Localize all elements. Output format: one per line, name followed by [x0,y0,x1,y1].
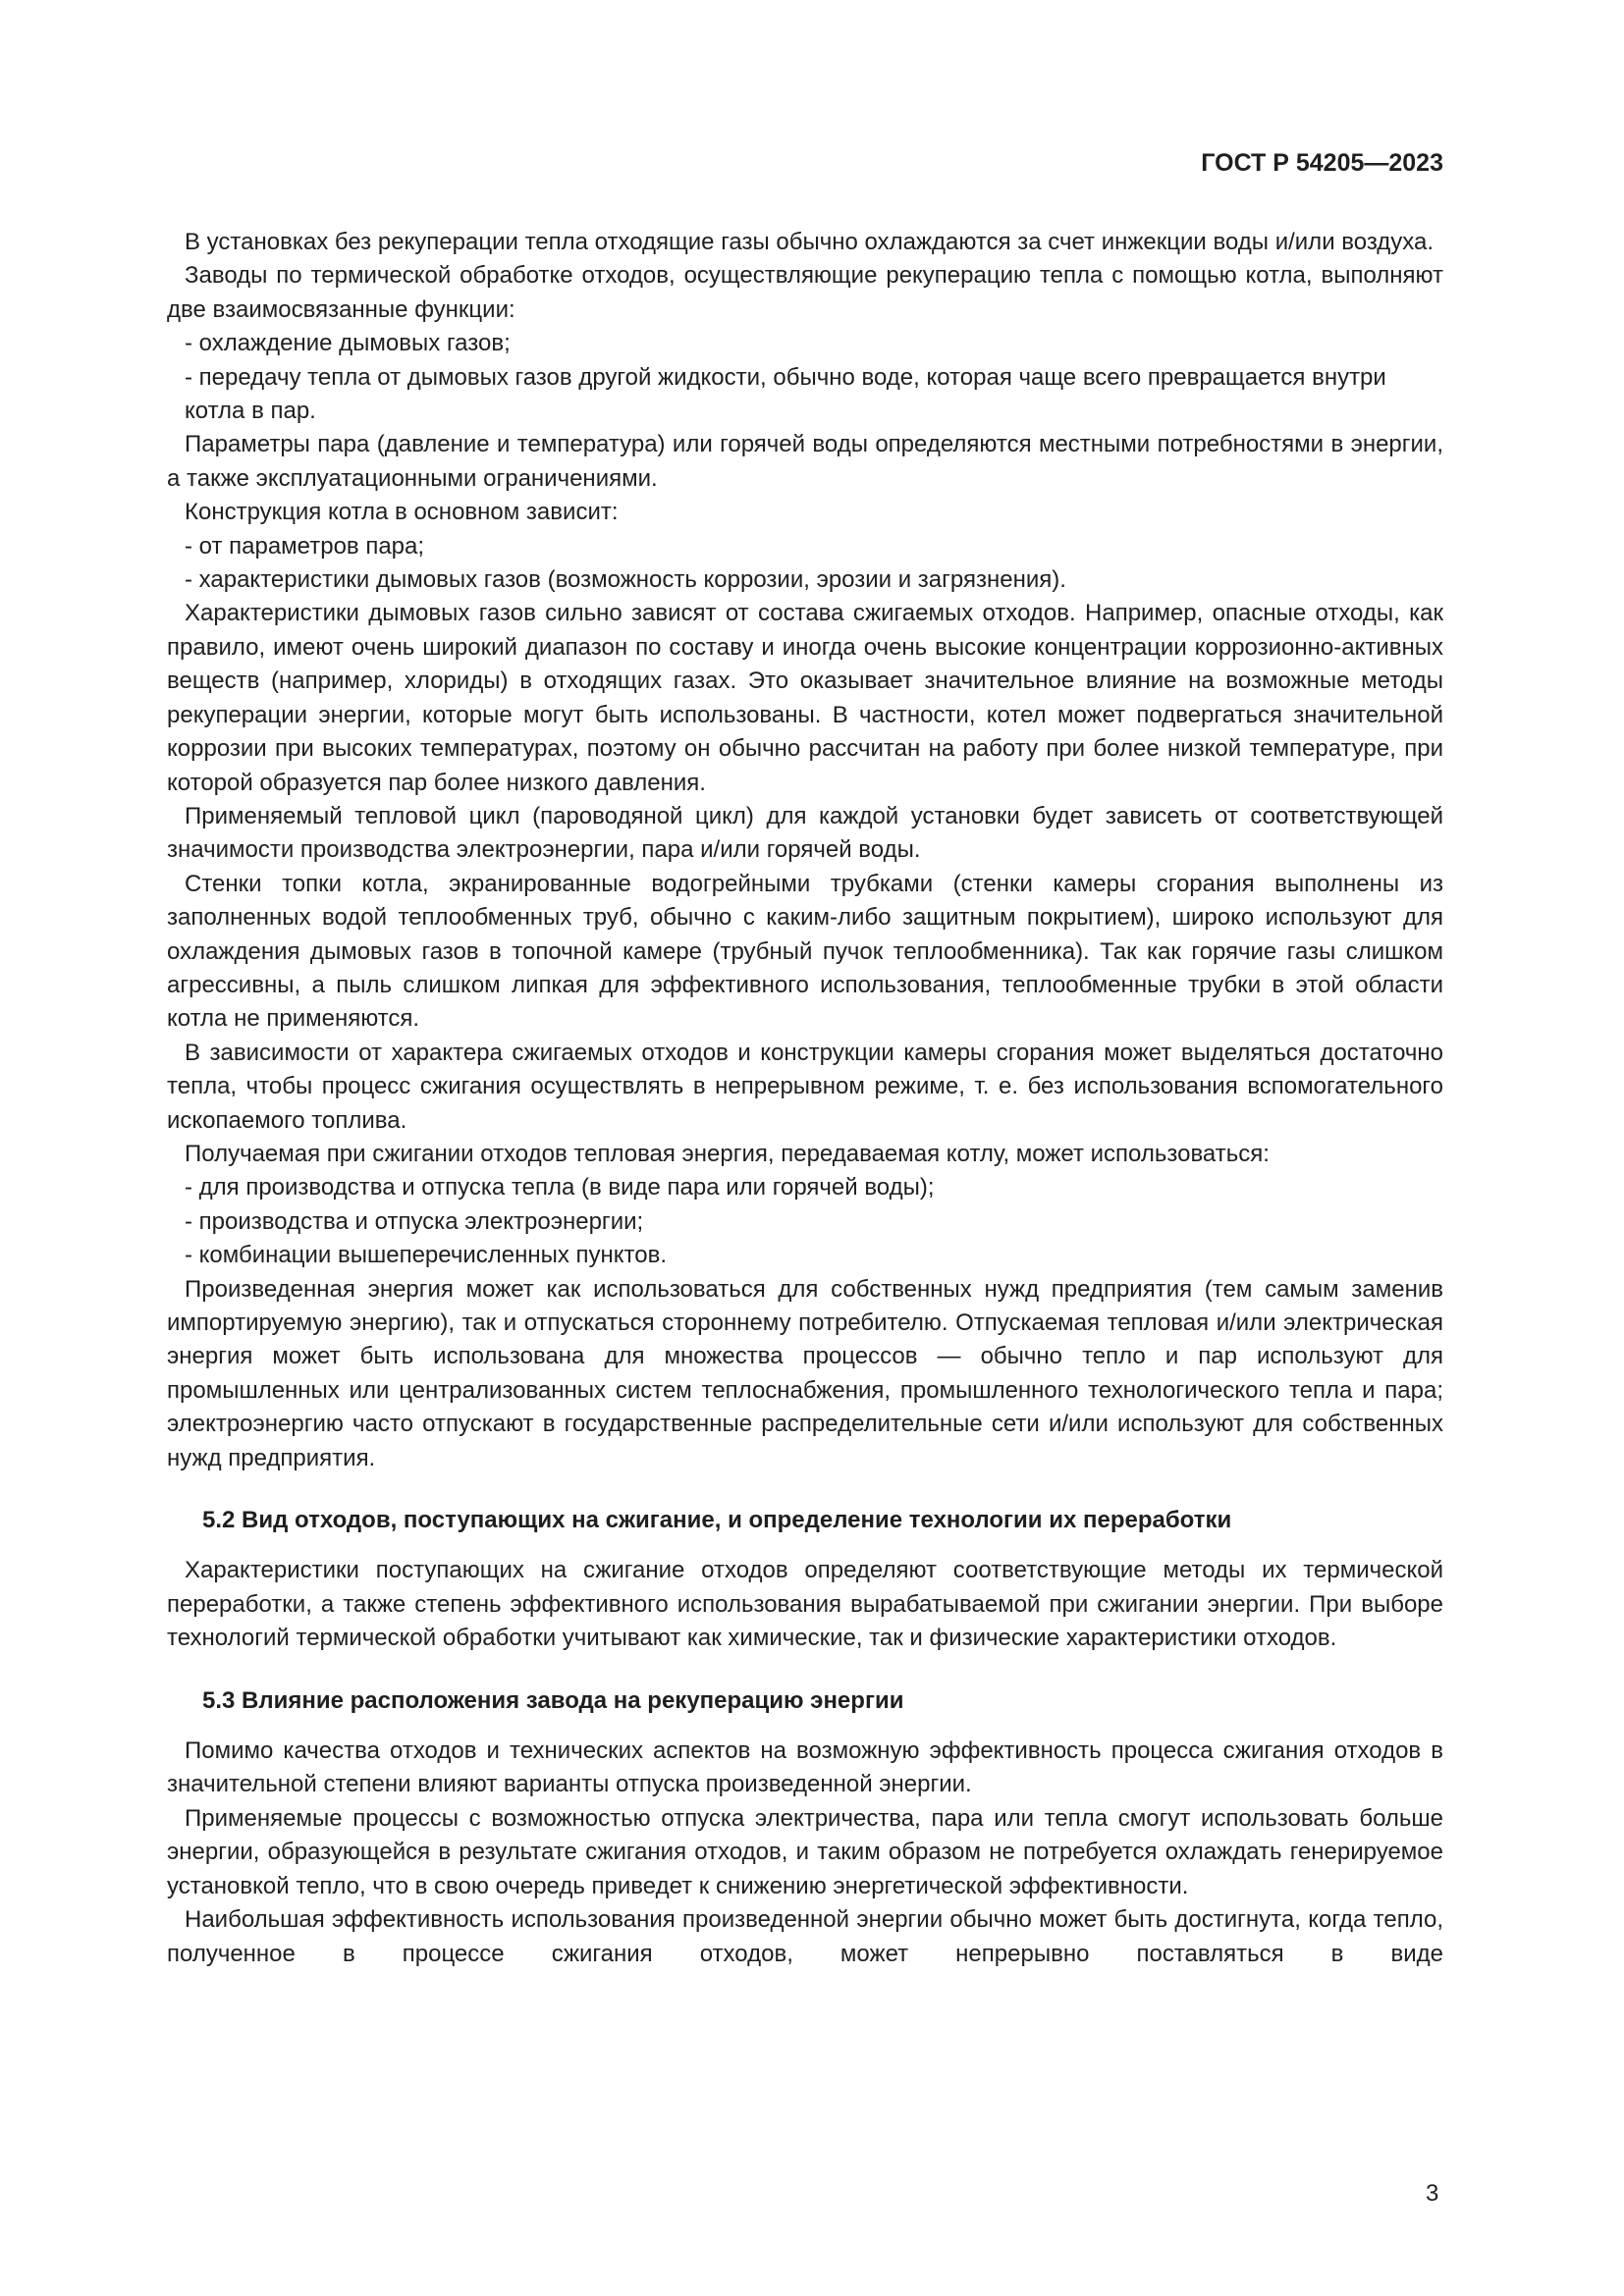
list-item: - производства и отпуска электроэнергии; [185,1207,644,1235]
list-item: - передачу тепла от дымовых газов другой жидкости, обычно воде, которая чаще всего превращается внутри котла в пар. [185,363,1386,425]
document-page [167,147,1443,1971]
paragraph: В установках без рекуперации тепла отходящие газы обычно охлаждаются за счет инжекции воды и/или воздуха. [185,229,1435,255]
paragraph: Помимо качества отходов и технических аспектов на возможную эффективность процесса сжигания отходов в значительной степени влияют варианты отпуска произведенной энергии. [167,1737,1443,1798]
paragraph: Получаемая при сжигании отходов тепловая энергия, передаваемая котлу, может использоваться: [185,1140,1270,1167]
paragraph: Характеристики дымовых газов сильно зависят от состава сжигаемых отходов. Например, опасные отходы, как правило, имеют очень широкий диапазон по составу и иногда очень высокие концентрации коррозионно-активных веществ (например, хлориды) в отходящих газах. Это оказывает значительное влияние на возможные методы рекуперации энергии, которые могут быть использованы. В частности, котел может подвергаться значительной коррозии при высоких температурах, поэтому он обычно рассчитан на работу при более низкой температуре, при которой образуется пар более низкого давления. [167,600,1443,796]
paragraph: Наибольшая эффективность использования произведенной энергии обычно может быть достигнута, когда тепло, полученное в процессе сжигания отходов, может непрерывно поставляться в виде [167,1906,1443,1967]
section-heading: 5.3 Влияние расположения завода на рекуперацию энергии [202,1686,904,1714]
list-item: - охлаждение дымовых газов; [185,330,511,357]
standard-designation: ГОСТ Р 54205—2023 [1201,149,1443,177]
paragraph: Применяемый тепловой цикл (пароводяной цикл) для каждой установки будет зависеть от соответствующей значимости производства электроэнергии, пара и/или горячей воды. [167,802,1443,864]
paragraph: Параметры пара (давление и температура) или горячей воды определяются местными потребностями в энергии, а также эксплуатационными ограничениями. [167,431,1443,492]
paragraph: Характеристики поступающих на сжигание отходов определяют соответствующие методы их термической переработки, а также степень эффективного использования вырабатываемой при сжигании энергии. При выборе технологий термической обработки учитывают как химические, так и физические характеристики отходов. [167,1557,1443,1652]
paragraph: Произведенная энергия может как использоваться для собственных нужд предприятия (тем самым заменив импортируемую энергию), так и отпускаться стороннему потребителю. Отпускаемая тепловая и/или электрическая энергия может быть использована для множества процессов — обычно тепло и пар используют для промышленных или централизованных систем теплоснабжения, промышленного технологического тепла и пара; электроэнергию часто отпускают в государственные распределительные сети и/или используют для собственных нужд предприятия. [167,1275,1443,1471]
paragraph: В зависимости от характера сжигаемых отходов и конструкции камеры сгорания может выделяться достаточно тепла, чтобы процесс сжигания осуществлять в непрерывном режиме, т. е. без использования вспомогательного ископаемого топлива. [167,1039,1443,1134]
list-item: - комбинации вышеперечисленных пунктов. [185,1242,668,1269]
paragraph: Конструкция котла в основном зависит: [185,499,619,526]
paragraph: Заводы по термической обработке отходов, осуществляющие рекуперацию тепла с помощью котла, выполняют две взаимосвязанные функции: [167,262,1443,323]
section-heading: 5.2 Вид отходов, поступающих на сжигание, и определение технологии их переработки [202,1507,1232,1534]
list-item: - от параметров пара; [185,532,425,560]
paragraph: Стенки топки котла, экранированные водогрейными трубками (стенки камеры сгорания выполнены из заполненных водой теплообменных труб, обычно с каким-либо защитным покрытием), широко используют для охлаждения дымовых газов в топочной камере (трубный пучок теплообменника). Так как горячие газы слишком агрессивны, а пыль слишком липкая для эффективного использования, теплообменные трубки в этой области котла не применяются. [167,870,1443,1033]
paragraph: Применяемые процессы с возможностью отпуска электричества, пара или тепла смогут использовать больше энергии, образующейся в результате сжигания отходов, и таким образом не потребуется охлаждать генерируемое установкой тепло, что в свою очередь приведет к снижению энергетической эффективности. [167,1804,1443,1899]
document-body [167,226,1443,1971]
list-item: - для производства и отпуска тепла (в виде пара или горячей воды); [185,1174,935,1201]
page-number: 3 [1426,2180,1439,2207]
list-item: - характеристики дымовых газов (возможность коррозии, эрозии и загрязнения). [185,566,1066,594]
